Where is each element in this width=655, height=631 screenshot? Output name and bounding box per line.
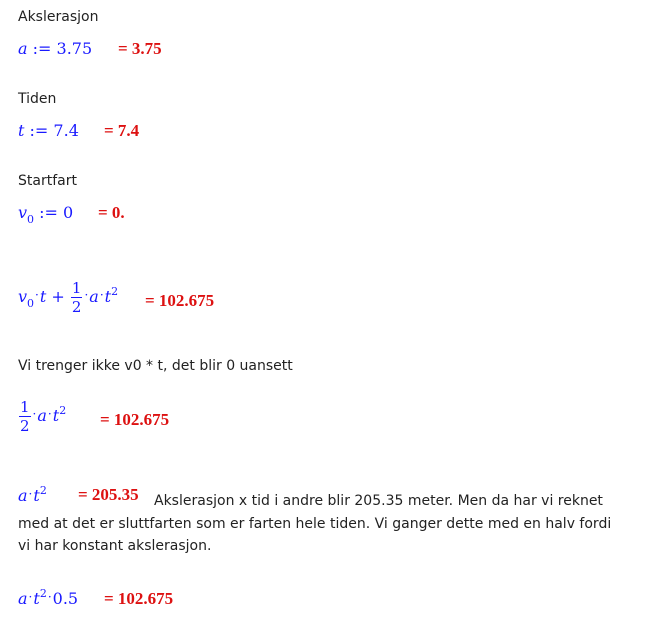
a-var: a (18, 486, 28, 505)
half-formula[interactable]: $\frac{1}{2}$ $\cdot a\cdot t^2$ (20, 398, 67, 435)
a-var: a (89, 287, 99, 306)
assign-operator: := (29, 121, 49, 140)
full-formula-result: = 102.675 (145, 291, 215, 310)
start-speed-definition[interactable] (18, 203, 74, 226)
exponent: 2 (39, 484, 47, 497)
at2-formula-result: = 205.35 (78, 485, 139, 504)
time-label: Tiden (18, 91, 57, 107)
start-speed-result: = 0. (98, 203, 125, 222)
at2-formula[interactable]: $a\cdot t^2$ (18, 484, 47, 505)
final-formula[interactable]: $a\cdot t^2\cdot 0.5$ (18, 587, 79, 608)
start-speed-input: 0 (63, 203, 74, 222)
note-text: Vi trenger ikke v0 * t, det blir 0 uansett (18, 358, 293, 374)
final-formula-result: = 102.675 (104, 589, 174, 608)
acceleration-result: = 3.75 (118, 39, 162, 58)
v-var: v (18, 287, 28, 306)
start-speed-subscript: 0 (27, 213, 35, 226)
time-definition[interactable] (18, 121, 79, 140)
acceleration-var: a (18, 39, 28, 58)
start-speed-var: v (18, 203, 28, 222)
acceleration-input: 3.75 (56, 39, 93, 58)
time-result: = 7.4 (104, 121, 140, 140)
assign-operator: := (39, 203, 58, 222)
t-var: t (39, 287, 47, 306)
time-input: 7.4 (53, 121, 79, 140)
fraction-numerator: 1 (20, 398, 30, 416)
half-fraction (19, 398, 31, 435)
full-formula[interactable]: $v_0\cdot t$ + $\frac{1}{2}$ $\cdot a\cdot t^2$ (18, 279, 119, 316)
v-subscript: 0 (27, 297, 35, 310)
start-speed-label: Startfart (18, 173, 77, 189)
half-fraction (71, 279, 83, 316)
exponent: 2 (39, 587, 47, 600)
a-var: a (18, 589, 28, 608)
a-var: a (37, 406, 47, 425)
t-var: t (33, 589, 40, 608)
exponent: 2 (111, 285, 119, 298)
fraction-denominator: 2 (71, 298, 82, 316)
t-var: t (104, 287, 112, 306)
t-var: t (52, 406, 60, 425)
acceleration-label: Akslerasjon (18, 9, 99, 25)
time-var: t (18, 121, 25, 140)
half-factor: 0.5 (52, 589, 79, 608)
fraction-numerator: 1 (71, 279, 82, 297)
fraction-denominator: 2 (20, 417, 30, 435)
acceleration-definition[interactable] (18, 39, 92, 58)
explanation-line-2: med at det er sluttfarten som er farten hele tiden. Vi ganger dette med en halv fordi (18, 516, 612, 532)
explanation-line-1: Akslerasjon x tid i andre blir 205.35 meter. Men da har vi reknet (154, 493, 603, 509)
explanation-line-3: vi har konstant akslerasjon. (18, 538, 212, 554)
plus-operator: + (51, 287, 65, 306)
assign-operator: := (32, 39, 52, 58)
half-formula-result: = 102.675 (100, 410, 170, 429)
t-var: t (33, 486, 40, 505)
exponent: 2 (59, 404, 67, 417)
